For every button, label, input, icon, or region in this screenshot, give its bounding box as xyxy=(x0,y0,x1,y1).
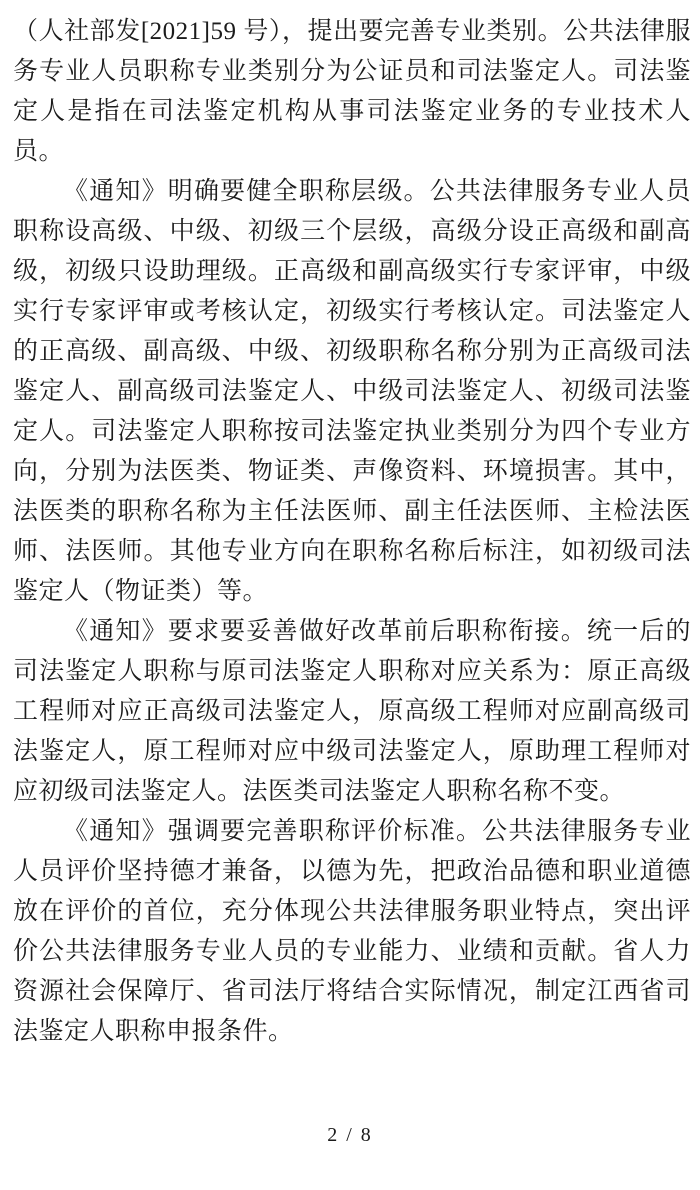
document-body xyxy=(13,12,691,1052)
paragraph-evaluation-standards: 《通知》强调要完善职称评价标准。公共法律服务专业人员评价坚持德才兼备，以德为先，把政治品德和职业道德放在评价的首位，充分体现公共法律服务职业特点，突出评价公共法律服务专业人员的专业能力、业绩和贡献。省人力资源社会保障厅、省司法厅将结合实际情况，制定江西省司法鉴定人职称申报条件。 xyxy=(13,818,691,1045)
page-number: 2 / 8 xyxy=(327,1124,373,1146)
paragraph-title-transition: 《通知》要求要妥善做好改革前后职称衔接。统一后的司法鉴定人职称与原司法鉴定人职称对应关系为：原正高级工程师对应正高级司法鉴定人，原高级工程师对应副高级司法鉴定人，原工程师对应中级司法鉴定人，原助理工程师对应初级司法鉴定人。法医类司法鉴定人职称名称不变。 xyxy=(13,618,691,805)
paragraph-continuation: （人社部发[2021]59 号），提出要完善专业类别。公共法律服务专业人员职称专业类别分为公证员和司法鉴定人。司法鉴定人是指在司法鉴定机构从事司法鉴定业务的专业技术人员。 xyxy=(13,18,691,165)
paragraph-title-levels: 《通知》明确要健全职称层级。公共法律服务专业人员职称设高级、中级、初级三个层级，高级分设正高级和副高级，初级只设助理级。正高级和副高级实行专家评审，中级实行专家评审或考核认定，初级实行考核认定。司法鉴定人的正高级、副高级、中级、初级职称名称分别为正高级司法鉴定人、副高级司法鉴定人、中级司法鉴定人、初级司法鉴定人。司法鉴定人职称按司法鉴定执业类别分为四个专业方向，分别为法医类、物证类、声像资料、环境损害。其中，法医类的职称名称为主任法医师、副主任法医师、主检法医师、法医师。其他专业方向在职称名称后标注，如初级司法鉴定人（物证类）等。 xyxy=(13,178,691,605)
